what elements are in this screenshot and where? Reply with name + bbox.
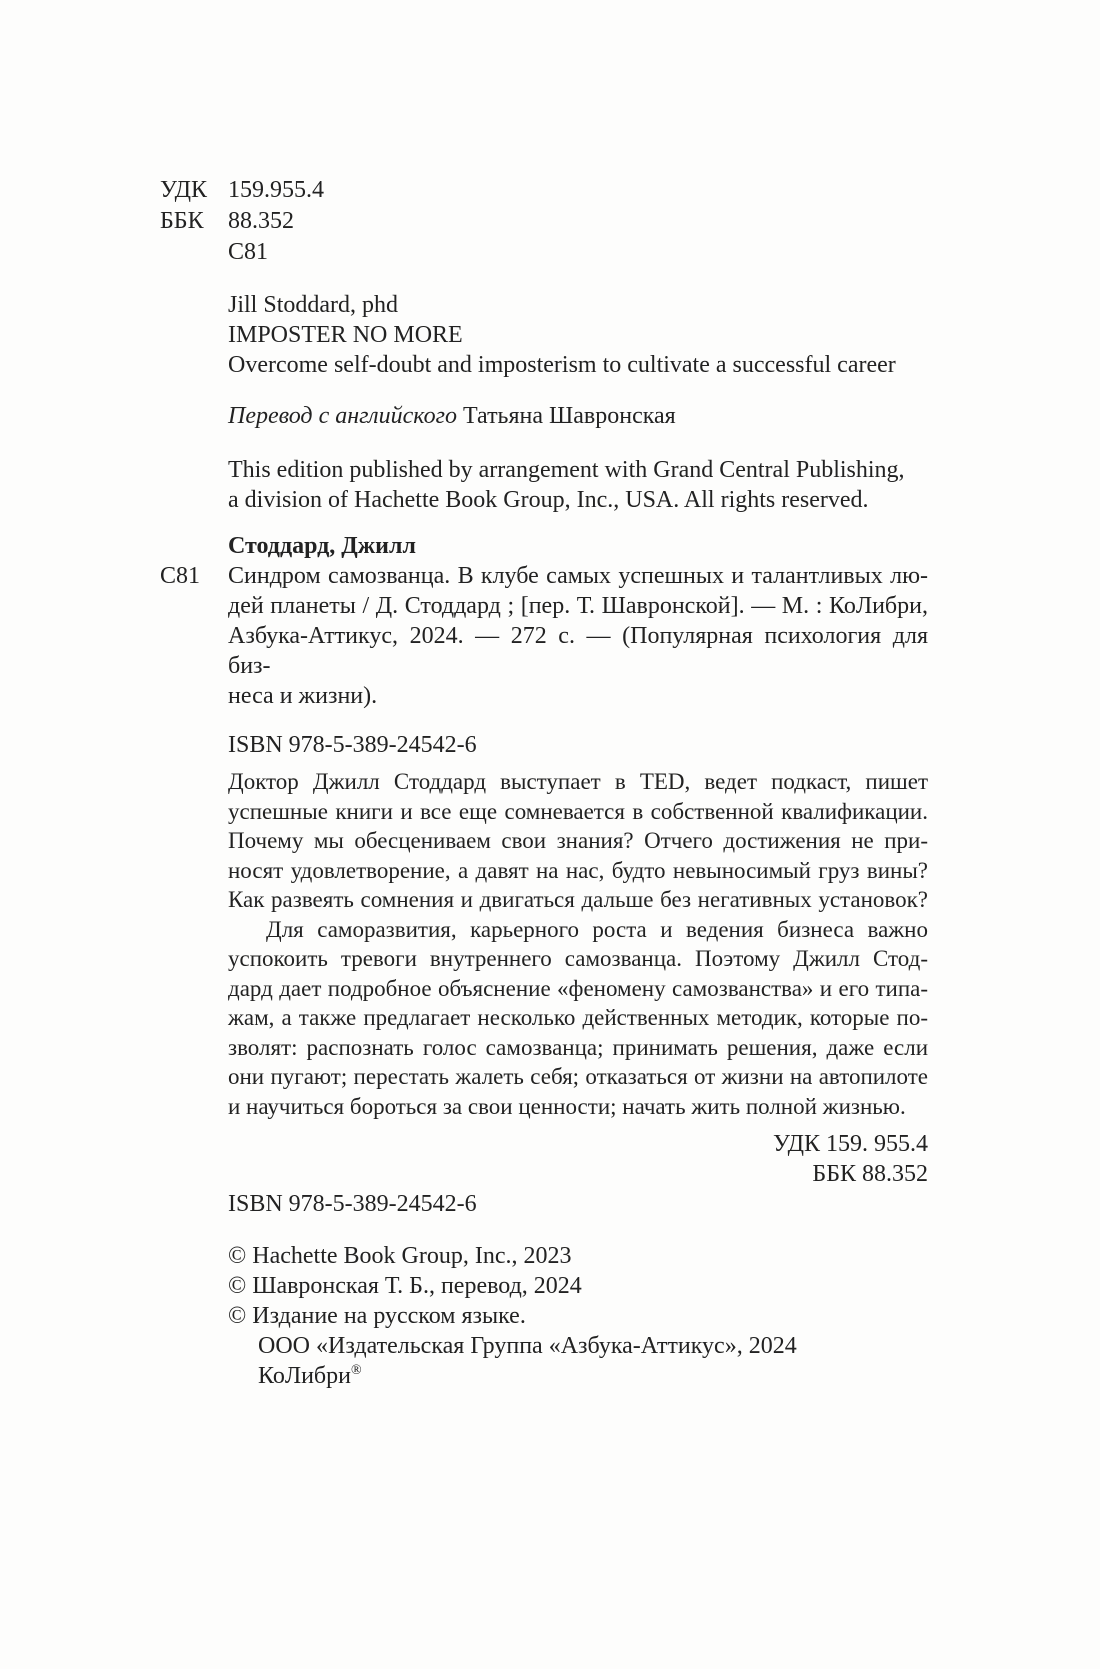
annotation-paragraph-2 [228,915,928,1122]
author-sign-spacer [160,237,228,268]
original-title: IMPOSTER NO MORE [228,322,463,348]
annotation [228,767,928,1121]
translator-name: Татьяна Шавронская [462,403,676,429]
catalog-description [228,561,928,711]
bbk-bottom: ББК 88.352 [812,1161,928,1187]
annotation-line: Как развеять сомнения и двигаться дальше без негативных установок? [228,887,928,912]
classification-codes-bottom [228,1129,928,1189]
original-author: Jill Stoddard, phd [228,292,399,318]
annotation-line: зволят: распознать голос самозванца; принимать решения, даже если [228,1034,928,1060]
copyright-line: © Hachette Book Group, Inc., 2023 [228,1243,572,1269]
annotation-line: Для саморазвития, карьерного роста и ведения бизнеса важно [266,916,928,942]
annotation-line: успокоить тревоги внутреннего самозванца. Поэтому Джилл Стод- [228,946,928,971]
catalog-author-sign: С81 [160,563,201,589]
isbn-top: ISBN 978-5-389-24542-6 [228,732,477,758]
annotation-line: Доктор Джилл Стоддард выступает в TED, ведет подкаст, пишет [228,769,928,794]
catalog-line: дей планеты / Д. Стоддард ; [пер. Т. Шавронской]. — М. : КоЛибри, [228,593,928,619]
annotation-line: дард дает подробное объяснение «феномену самозванства» и его типа- [228,975,928,1001]
catalog-line: неса и жизни). [228,683,378,709]
catalog-heading: Стоддард, Джилл [228,533,416,559]
annotation-line: носят удовлетворение, а давят на нас, будто невыносимый груз вины? [228,857,928,883]
udk-row [160,175,928,206]
copyright-line: © Шавронская Т. Б., перевод, 2024 [228,1273,582,1299]
annotation-line: Почему мы обесцениваем свои знания? Отчего достижения не при- [228,828,928,853]
edition-notice [228,455,928,515]
copyright-line: © Издание на русском языке. [228,1303,526,1329]
catalog-line: Синдром самозванца. В клубе самых успешных и талантливых лю- [228,563,928,589]
annotation-line: жам, а также предлагает несколько действенных методик, которые по- [228,1005,928,1030]
copyright-line: ООО «Издательская Группа «Азбука-Аттикус», 2024 [258,1333,797,1359]
classification-codes-top [160,175,928,268]
author-sign: С81 [228,239,269,265]
udk-bottom: УДК 159. 955.4 [773,1131,928,1157]
annotation-line: и научиться бороться за свои ценности; начать жить полной жизнью. [228,1093,906,1119]
copyright-block [228,1241,928,1391]
udk-value: 159.955.4 [228,177,324,203]
catalog-entry [160,561,928,711]
isbn-bottom: ISBN 978-5-389-24542-6 [228,1191,477,1217]
bbk-label: ББК [160,208,204,234]
bbk-value: 88.352 [228,208,294,234]
catalog-line: Азбука-Аттикус, 2024. — 272 с. — (Популярная психология для биз- [228,623,928,679]
author-sign-row [160,237,928,268]
page-content [160,175,928,1391]
annotation-line: успешные книги и все еще сомневается в собственной квалификации. [228,798,928,824]
translation-line [228,401,928,431]
udk-label: УДК [160,177,207,203]
original-title-block [228,290,928,380]
annotation-line: они пугают; перестать жалеть себя; отказаться от жизни на автопилоте [228,1064,928,1089]
publisher-name: КоЛибри [258,1363,351,1389]
original-subtitle: Overcome self-doubt and imposterism to cultivate a successful career [228,352,896,378]
translation-label: Перевод с английского [228,403,457,429]
registered-trademark-symbol: ® [351,1363,362,1378]
copyright-line-publisher [228,1361,928,1391]
edition-notice-line: This edition published by arrangement with Grand Central Publishing, [228,457,905,483]
annotation-paragraph-1 [228,767,928,915]
bbk-row [160,206,928,237]
edition-notice-line: a division of Hachette Book Group, Inc., USA. All rights reserved. [228,487,869,513]
